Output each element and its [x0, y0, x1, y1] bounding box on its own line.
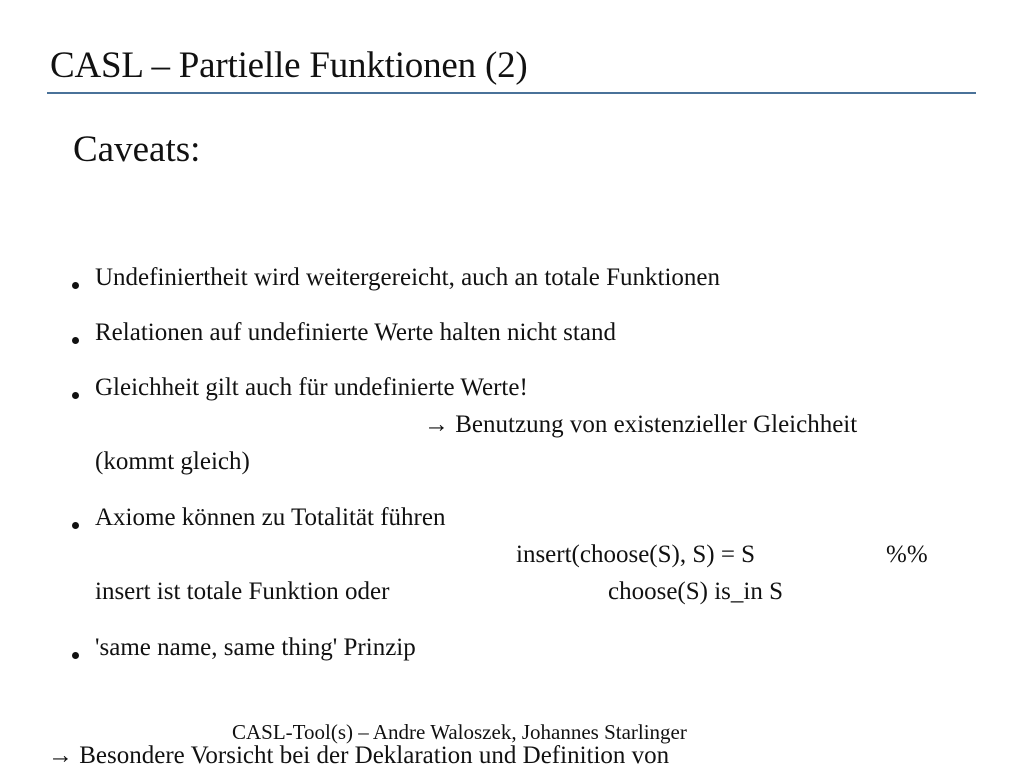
- section-heading: Caveats:: [73, 129, 201, 170]
- bullet-axiome: Axiome können zu Totalität führen: [95, 504, 446, 531]
- axiom-comment-mark: %%: [886, 541, 928, 568]
- bullet-gleichheit-note: (kommt gleich): [95, 448, 250, 475]
- bullet-dot-icon: [72, 282, 79, 289]
- bullet-relationen: Relationen auf undefinierte Werte halten nicht stand: [95, 319, 616, 346]
- axiom-option-is-in: choose(S) is_in S: [608, 578, 783, 605]
- bullet-gleichheit: Gleichheit gilt auch für undefinierte Werte!: [95, 374, 528, 401]
- axiom-formula: insert(choose(S), S) = S: [516, 541, 756, 568]
- bullet-gleichheit-consequence: → Benutzung von existenzieller Gleichheit: [424, 411, 858, 438]
- axiom-option-total: insert ist totale Funktion oder: [95, 578, 390, 605]
- bullet-undefiniertheit: Undefiniertheit wird weitergereicht, auch an totale Funktionen: [95, 264, 721, 291]
- bullet-same-name: 'same name, same thing' Prinzip: [95, 634, 416, 661]
- bullet-dot-icon: [72, 337, 79, 344]
- title-divider: [47, 92, 976, 94]
- bullet-dot-icon: [72, 522, 79, 529]
- trailing-note: → Besondere Vorsicht bei der Deklaration und Definition von: [48, 742, 670, 769]
- slide-title: CASL – Partielle Funktionen (2): [50, 45, 528, 86]
- bullet-dot-icon: [72, 392, 79, 399]
- bullet-dot-icon: [72, 652, 79, 659]
- slide-footer: CASL-Tool(s) – Andre Waloszek, Johannes Starlinger: [232, 720, 687, 744]
